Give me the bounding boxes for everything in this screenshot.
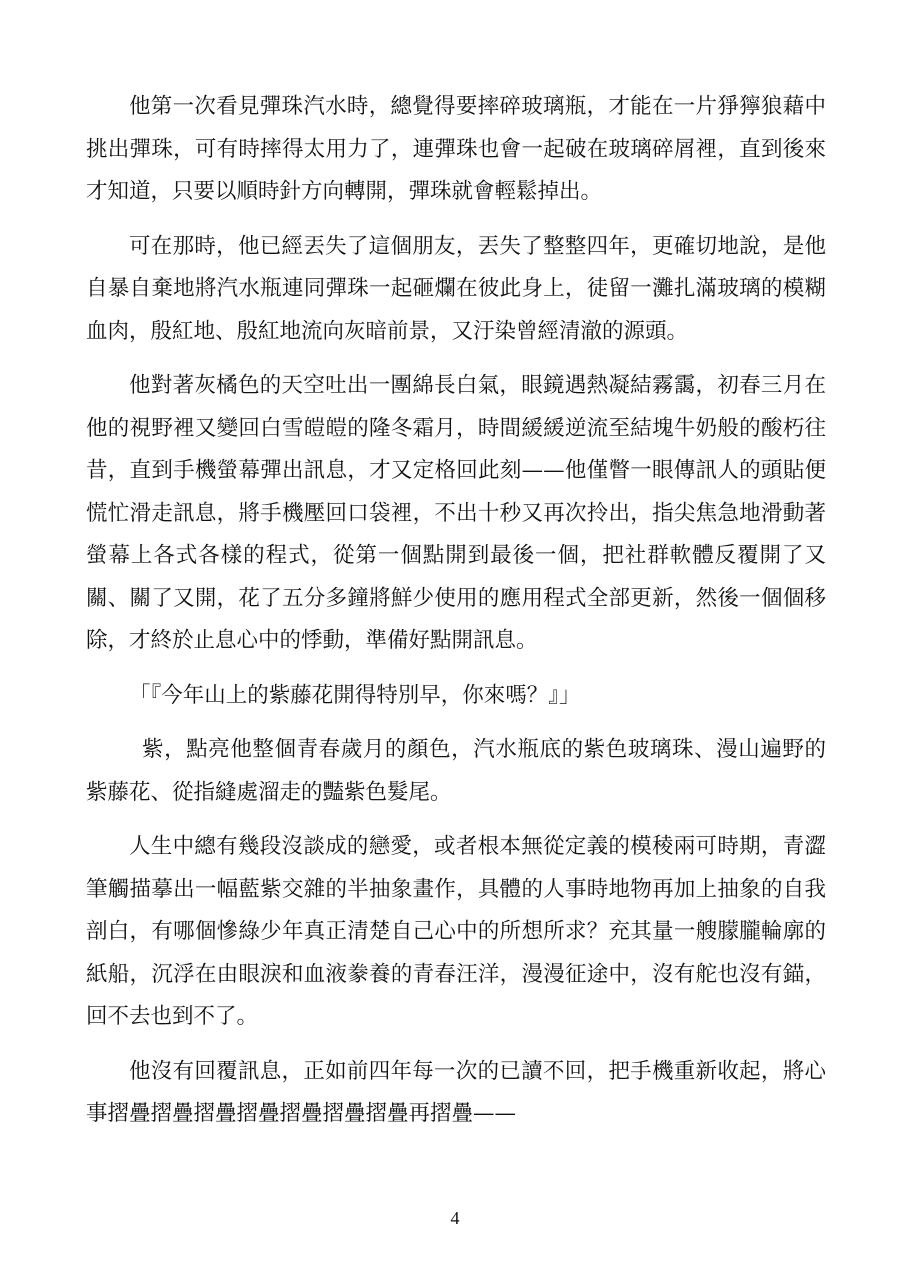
paragraph-5: 紫，點亮他整個青春歲月的顏色，汽水瓶底的紫色玻璃珠、漫山遍野的紫藤花、從指縫處溜走的豔紫色髮尾。 xyxy=(86,737,826,805)
paragraph-3: 他對著灰橘色的天空吐出一團綿長白氣，眼鏡遇熱凝結霧靄，初春三月在他的視野裡又變回白雪皚皚的隆冬霜月，時間緩緩逆流至結塊牛奶般的酸朽往昔，直到手機螢幕彈出訊息，才又定格回此刻——他僅瞥一眼傳訊人的頭貼便慌忙滑走訊息，將手機壓回口袋裡，不出十秒又再次拎出，指尖焦急地滑動著螢幕上各式各樣的程式，從第一個點開到最後一個，把社群軟體反覆開了又關、關了又開，花了五分多鐘將鮮少使用的應用程式全部更新，然後一個個移除，才終於止息心中的悸動，準備好點開訊息。 xyxy=(86,373,826,653)
paragraph-dialogue: 「『今年山上的紫藤花開得特別早，你來嗎？』」 xyxy=(129,682,581,708)
paragraph-1: 他第一次看見彈珠汽水時，總覺得要摔碎玻璃瓶，才能在一片猙獰狼藉中挑出彈珠，可有時摔得太用力了，連彈珠也會一起破在玻璃碎屑裡，直到後來才知道，只要以順時針方向轉開，彈珠就會輕鬆掉出。 xyxy=(86,94,826,204)
paragraph-6: 人生中總有幾段沒談成的戀愛，或者根本無從定義的模稜兩可時期，青澀筆觸描摹出一幅藍紫交雜的半抽象畫作，具體的人事時地物再加上抽象的自我剖白，有哪個慘綠少年真正清楚自己心中的所想所求？充其量一艘朦朧輪廓的紙船，沉浮在由眼淚和血液豢養的青春汪洋，漫漫征途中，沒有舵也沒有錨，回不去也到不了。 xyxy=(86,834,826,1029)
paragraph-2: 可在那時，他已經丟失了這個朋友，丟失了整整四年，更確切地說，是他自暴自棄地將汽水瓶連同彈珠一起砸爛在彼此身上，徒留一灘扎滿玻璃的模糊血肉，殷紅地、殷紅地流向灰暗前景，又汙染曾經清澈的源頭。 xyxy=(86,233,826,344)
body-text xyxy=(86,86,826,1148)
page-number: 4 xyxy=(450,1208,460,1228)
paragraph-7: 他沒有回覆訊息，正如前四年每一次的已讀不回，把手機重新收起，將心事摺疊摺疊摺疊摺疊摺疊摺疊摺疊再摺疊—— xyxy=(86,1058,826,1126)
